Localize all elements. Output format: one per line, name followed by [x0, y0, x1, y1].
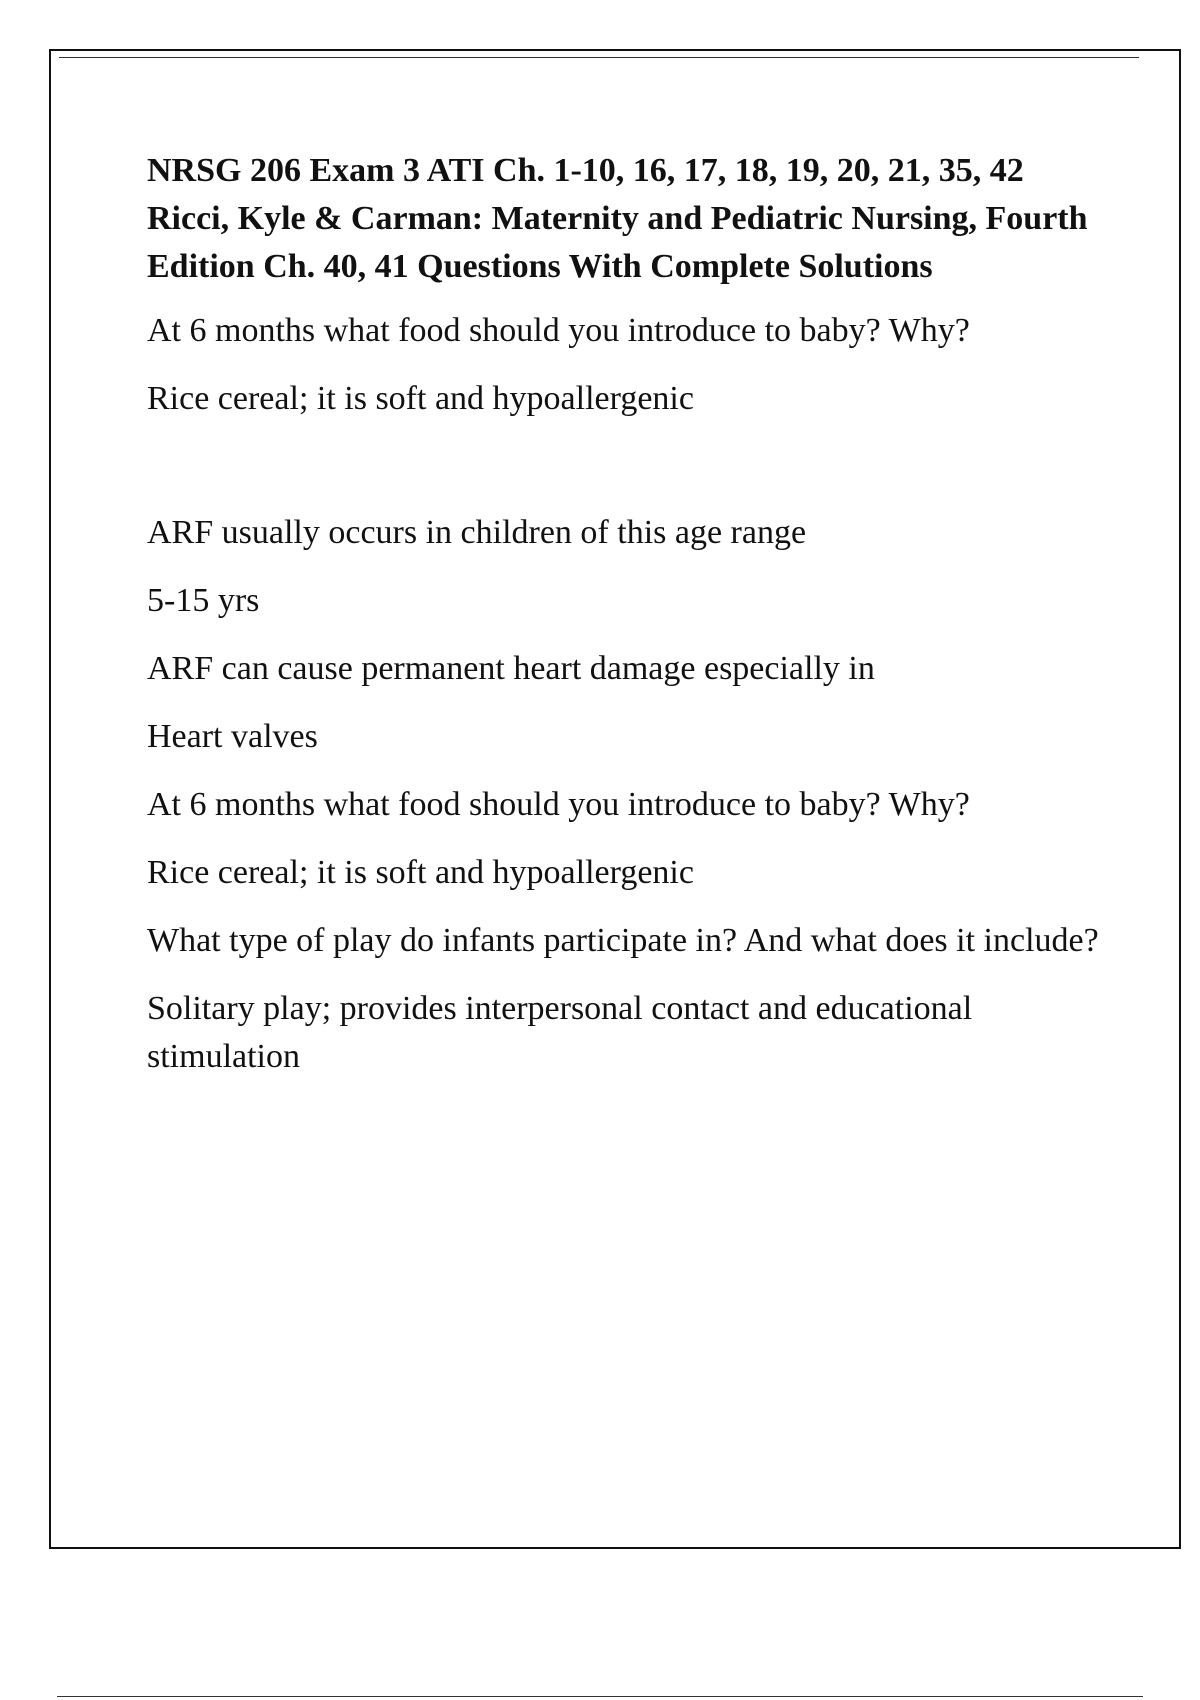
answer-text: Rice cereal; it is soft and hypoallergenic [147, 854, 694, 891]
answer-text: 5-15 yrs [147, 582, 260, 619]
question-text: ARF can cause permanent heart damage especially in [147, 650, 875, 687]
page-frame [49, 49, 1181, 1549]
question-text: At 6 months what food should you introduce to baby? Why? [147, 786, 970, 823]
answer-text: Solitary play; provides interpersonal contact and educational stimulation [147, 990, 973, 1075]
question-text: At 6 months what food should you introduce to baby? Why? [147, 312, 970, 349]
answer-text: Heart valves [147, 718, 318, 755]
document-body [147, 147, 1107, 1101]
question-text: ARF usually occurs in children of this age range [147, 514, 807, 551]
answer-text: Rice cereal; it is soft and hypoallergenic [147, 380, 694, 417]
question-text: What type of play do infants participate in? And what does it include? [147, 922, 1099, 959]
document-title: NRSG 206 Exam 3 ATI Ch. 1-10, 16, 17, 18, 19, 20, 21, 35, 42 Ricci, Kyle & Carman: Maternity and Pediatric Nursing, Fourth Edition Ch. 40, 41 Questions With Complete Solutions [147, 152, 1088, 285]
top-rule [59, 57, 1139, 58]
footer-rule [57, 1696, 1143, 1697]
